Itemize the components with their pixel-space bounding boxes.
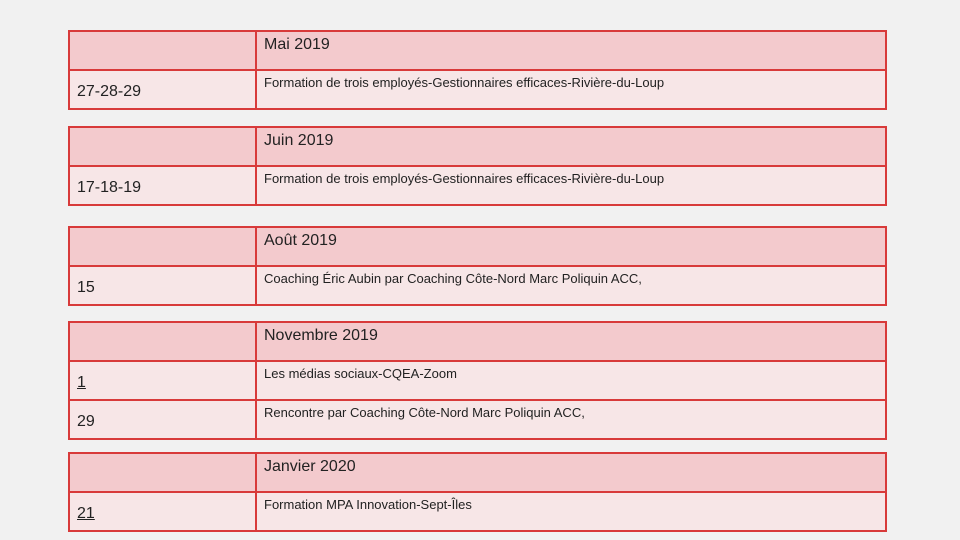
schedule-table-juin-2019 <box>68 126 887 206</box>
event-date: 17-18-19 <box>69 166 256 205</box>
month-header-spacer <box>69 453 256 492</box>
month-header-spacer <box>69 227 256 266</box>
table-row <box>69 70 886 109</box>
event-date: 21 <box>69 492 256 531</box>
event-date: 27-28-29 <box>69 70 256 109</box>
month-header-spacer <box>69 31 256 70</box>
schedule-table-janvier-2020 <box>68 452 887 532</box>
schedule-table-novembre-2019 <box>68 321 887 440</box>
month-header-spacer <box>69 322 256 361</box>
schedule-table-mai-2019 <box>68 30 887 110</box>
month-title: Novembre 2019 <box>256 322 886 361</box>
month-title: Mai 2019 <box>256 31 886 70</box>
event-description: Formation de trois employés-Gestionnaires efficaces-Rivière-du-Loup <box>256 70 886 109</box>
table-row <box>69 361 886 400</box>
month-title: Juin 2019 <box>256 127 886 166</box>
event-description: Formation de trois employés-Gestionnaires efficaces-Rivière-du-Loup <box>256 166 886 205</box>
table-row <box>69 492 886 531</box>
month-header-spacer <box>69 127 256 166</box>
event-description: Les médias sociaux-CQEA-Zoom <box>256 361 886 400</box>
event-description: Formation MPA Innovation-Sept-Îles <box>256 492 886 531</box>
event-description: Coaching Éric Aubin par Coaching Côte-Nord Marc Poliquin ACC, <box>256 266 886 305</box>
event-date: 29 <box>69 400 256 439</box>
event-date: 15 <box>69 266 256 305</box>
event-description: Rencontre par Coaching Côte-Nord Marc Poliquin ACC, <box>256 400 886 439</box>
month-header-row <box>69 127 886 166</box>
schedule-table-aout-2019 <box>68 226 887 306</box>
month-title: Août 2019 <box>256 227 886 266</box>
month-title: Janvier 2020 <box>256 453 886 492</box>
month-header-row <box>69 31 886 70</box>
table-row <box>69 400 886 439</box>
month-header-row <box>69 227 886 266</box>
month-header-row <box>69 453 886 492</box>
table-row <box>69 166 886 205</box>
table-row <box>69 266 886 305</box>
month-header-row <box>69 322 886 361</box>
event-date: 1 <box>69 361 256 400</box>
